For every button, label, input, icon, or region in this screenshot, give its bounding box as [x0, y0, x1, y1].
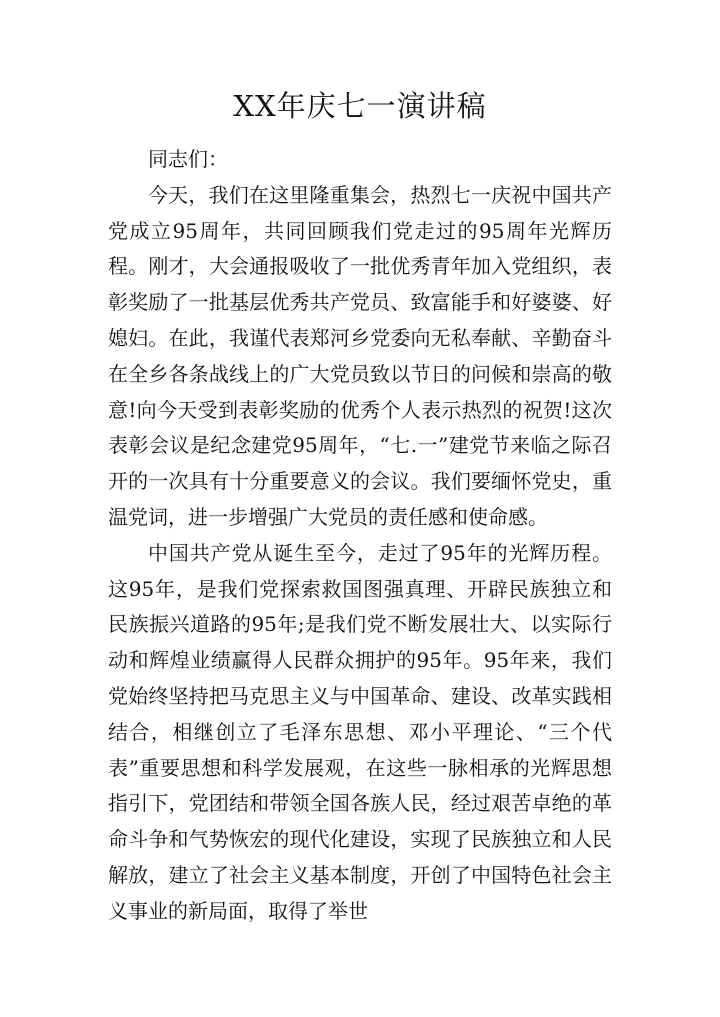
paragraph-2: 中国共产党从诞生至今，走过了95年的光辉历程。这95年，是我们党探索救国图强真理、开辟民族独立和民族振兴道路的95年;是我们党不断发展壮大、以实际行动和辉煌业绩赢得人民群众拥护的95年。95年来，我们党始终坚持把马克思主义与中国革命、建设、改革实践相结合，相继创立了毛泽东思想、邓小平理论、“三个代表”重要思想和科学发展观，在这些一脉相承的光辉思想指引下，党团结和带领全国各族人民，经过艰苦卓绝的革命斗争和气势恢宏的现代化建设，实现了民族独立和人民解放，建立了社会主义基本制度，开创了中国特色社会主义事业的新局面，取得了举世	[108, 540, 612, 923]
salutation: 同志们：	[148, 147, 228, 171]
document-title: XX年庆七一演讲稿	[233, 89, 487, 123]
paragraph-1: 今天，我们在这里隆重集会，热烈七一庆祝中国共产党成立95周年，共同回顾我们党走过的95周年光辉历程。刚才，大会通报吸收了一批优秀青年加入党组织，表彰奖励了一批基层优秀共产党员、致富能手和好婆婆、好媳妇。在此，我谨代表郑河乡党委向无私奉献、辛勤奋斗在全乡各条战线上的广大党员致以节日的问候和崇高的敬意!向今天受到表彰奖励的优秀个人表示热烈的祝贺!这次表彰会议是纪念建党95周年，“七.一”建党节来临之际召开的一次具有十分重要意义的会议。我们要缅怀党史，重温党词，进一步增强广大党员的责任感和使命感。	[108, 182, 612, 529]
document-body	[108, 142, 612, 930]
